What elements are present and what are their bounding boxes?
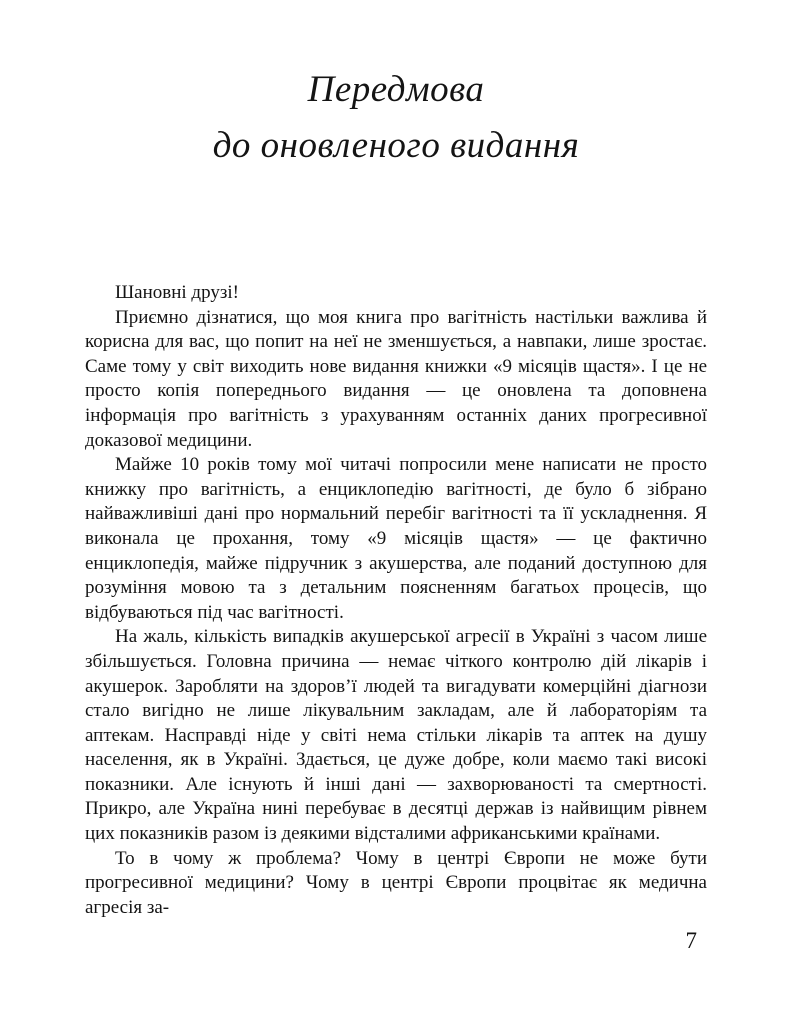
body-text [85,281,707,920]
paragraph: Майже 10 років тому мої читачі попросили мене написати не просто книжку про вагітність, а енциклопедію вагітності, де було б зібрано найважливіші дані про нормальний перебіг вагітності та її ускладнення. Я виконала це прохання, тому «9 місяців щастя» — це фактично енциклопедія, майже підручник з акушерства, але поданий доступною для розуміння мовою та з детальним поясненням багатьох процесів, що відбуваються під час вагітності. [85,454,707,623]
paragraph: То в чому ж проблема? Чому в центрі Європи не може бути прогресивної медицини? Чому в центрі Європи процвітає як медична агресія за- [85,847,707,918]
page-number: 7 [685,928,697,953]
paragraph: Приємно дізнатися, що моя книга про вагітність настільки важлива й корисна для вас, що попит на неї не зменшується, а навпаки, лише зростає. Саме тому у світ виходить нове видання книжки «9 місяців щастя». І це не просто копія попереднього видання — це оновлена та доповнена інформація про вагітність з урахуванням останніх даних прогресивної доказової медицини. [85,306,707,451]
paragraph-greeting: Шановні друзі! [115,282,239,303]
chapter-title-line-2: до оновленого видання [212,125,580,166]
chapter-title-line-1: Передмова [307,69,485,110]
paragraph: На жаль, кількість випадків акушерської агресії в Україні з часом лише збільшується. Головна причина — немає чіткого контролю дій лікарів і акушерок. Заробляти на здоров’ї людей та вигадувати комерційні діагнози стало вигідно не лише лікувальним закладам, але й лабораторіям та аптекам. Насправді ніде у світі нема стільки лікарів та аптек на душу населення, як в Україні. Здається, це дуже добре, коли маємо такі високі показники. Але існують й інші дані — захворюваності та смертності. Прикро, але Україна нині перебуває в десятці держав із найвищим рівнем цих показників разом із деякими відсталими африканськими країнами. [85,626,707,845]
chapter-title [85,62,707,174]
